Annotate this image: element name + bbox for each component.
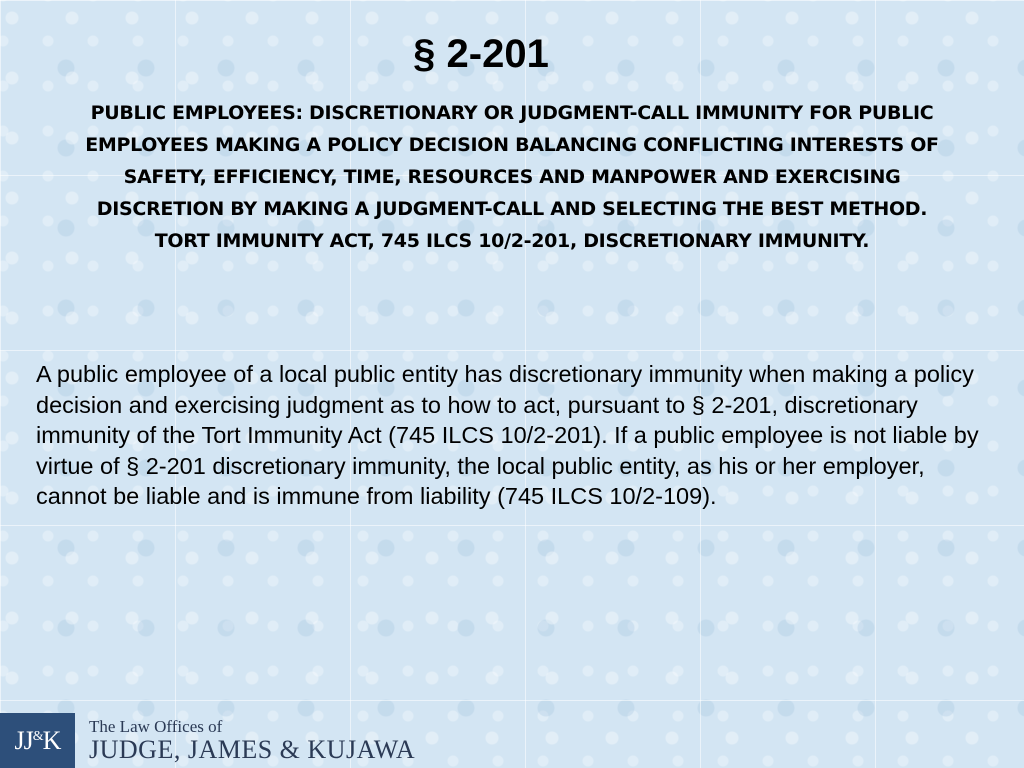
logo-ampersand: & [32,728,43,744]
logo-letters-right: K [42,725,61,755]
slide-body-text: A public employee of a local public entity has discretionary immunity when making a policy decision and exercising judgment as to how to act, pursuant to § 2-201, discretionary immunity of the Tort Immunity Act (745 ILCS 10/2-201). If a public employee is not liable by virtue of § 2-201 discretionary immunity, the local public entity, as his or her employer, cannot be liable and is immune from liability (745 ILCS 10/2-109). [36,361,979,509]
slide-title: § 2-201 [413,32,549,76]
logo-letters-left: JJ [14,725,33,755]
firm-name-line2: JUDGE, JAMES & KUJAWA [89,734,416,764]
firm-name [89,718,415,764]
firm-logo [0,713,415,768]
firm-name-line1: The Law Offices of [89,716,223,736]
firm-logo-mark [0,713,75,768]
slide-heading: PUBLIC EMPLOYEES: DISCRETIONARY OR JUDGMENT-CALL IMMUNITY FOR PUBLIC EMPLOYEES MAKING A POLICY DECISION BALANCING CONFLICTING INTERESTS OF SAFETY, EFFICIENCY, TIME, RESOURCES AND MANPOWER AND EXERCISING DISCRETION BY MAKING A JUDGMENT-CALL AND SELECTING THE BEST METHOD. TORT IMMUNITY ACT, 745 ILCS 10/2-201, DISCRETIONARY IMMUNITY. [85,102,939,252]
